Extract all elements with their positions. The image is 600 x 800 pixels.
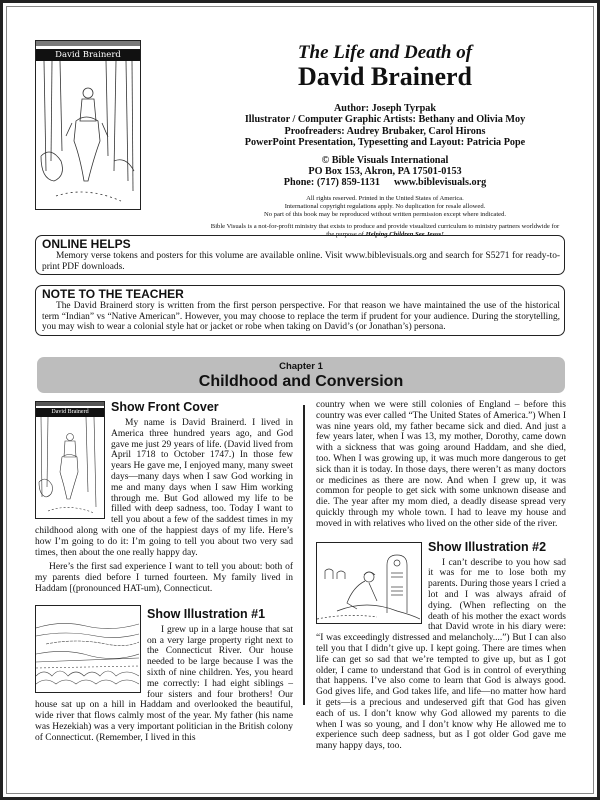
right-column xyxy=(316,400,566,752)
ministry-text: Bible Visuals is a not-for-profit ministry that exists to produce and provide visualized curriculum to ministry partners worldwide for the purpose of xyxy=(210,222,560,238)
thumbnail-title-band: David Brainerd xyxy=(36,408,104,417)
credits xyxy=(200,103,570,149)
cover-top-strip xyxy=(36,41,140,46)
rights-line: International copyright regulations apply. No duplication for resale allowed. xyxy=(284,202,486,210)
cover-title-band: David Brainerd xyxy=(36,49,140,61)
front-cover-thumbnail xyxy=(35,401,105,519)
left-column xyxy=(35,400,293,744)
column-divider xyxy=(303,405,305,705)
book-cover-image xyxy=(35,40,141,210)
online-helps-title: ONLINE HELPS xyxy=(42,237,131,251)
paragraph: I can’t describe to you how sad it was for me to lose both my parents. During those years I cried a lot and I was always afraid of dying. (When reflecting on the death of his mother the exact words that David wrote in his diary were: “I was exceedingly distressed and melancholy....”) But I can also tell you that I didn’t give up. I kept going. There are times when life can get so sad that we’re tempted to give up, but as I got older, I came to understand that God is in control of everything that happens. I’ve also come to learn that God is always good. God gives life, and God takes life, and life—no matter how hard it gets—is a precious and undeserved gift that God has given each of us. I don’t know why God allowed my parents to die when I was so young, and I don’t know why He allowed me to experience such deep sadness, but as I got older God gave me many happy days, too. xyxy=(316,557,566,752)
online-helps-box xyxy=(35,235,565,275)
online-helps-body: Memory verse tokens and posters for this volume are available online. Visit www.biblevisuals.org and search for S5271 for ready-to-print PDF downloads. xyxy=(42,251,560,272)
credit-proofreaders: Proofreaders: Audrey Brubaker, Carol Hirons xyxy=(284,125,486,137)
paragraph: My name is David Brainerd. I lived in America three hundred years ago, and God gave me just 29 years of life. (David lived from April 1718 to October 1747.) In those few years He gave me, I enjoyed many, many sweet days—many days when I saw God working in me and many days when I saw Him working through me. But God allowed my life to be filled with deep sadness, too. Today I want to tell you about a few of the saddest times in my childhood along with one of the happiest days of my life. Here’s how I’m going to do it: I’m going to tell you about two very sad times, then about the one really happy day. xyxy=(35,418,293,558)
paragraph: country when we were still colonies of England – before this country was ever called “The United States of America.”) When I was nine years old, my father became sick and died. And just a few years later, when I was 13, my mother, Dorothy, came down with a sickness that was going around Haddam, and she died, too. When I was growing up, it was much more dangerous to get sick than it is today. In those days, there weren’t as many doctors or medicines as there are now. And when I grew up, it was common for people to get sick with some unknown disease and die. The year after my mom died, a deadly disease spread very quickly through my whole town. I had to leave my house and moved in with relatives who lived on the other side of the river. xyxy=(316,400,566,529)
rider-on-horse-icon xyxy=(36,61,139,210)
section-heading-illustration-2: Show Illustration #2 xyxy=(428,539,547,554)
title-block xyxy=(200,42,570,239)
rights-line: All rights reserved. Printed in the United States of America. xyxy=(306,194,464,202)
ministry-slogan: Helping Children See Jesus! xyxy=(365,230,444,238)
chapter-title: Childhood and Conversion xyxy=(198,373,404,390)
chapter-header xyxy=(37,357,565,393)
book-subtitle: The Life and Death of xyxy=(297,42,473,63)
credit-layout: PowerPoint Presentation, Typesetting and Layout: Patricia Pope xyxy=(244,137,526,149)
illustration-2-image xyxy=(316,542,422,624)
paragraph: Here’s the first sad experience I want to tell you about: both of my parents died before I turned fourteen. My family lived in Haddam [(pronounced HAT-um), Connecticut. xyxy=(35,562,293,594)
girl-at-grave-icon xyxy=(317,543,420,622)
teacher-note-box xyxy=(35,285,565,336)
credit-illustrators: Illustrator / Computer Graphic Artists: Bethany and Olivia Moy xyxy=(244,114,526,126)
rights-line: No part of this book may be reproduced without written permission except where indicated. xyxy=(263,210,507,218)
book-title: David Brainerd xyxy=(297,62,473,91)
publisher-website-link[interactable]: www.biblevisuals.org xyxy=(393,177,487,189)
paragraph: I grew up in a large house that sat on a very large property right next to the Connecticut River. Our house needed to be large because I was the sixth of nine children. Yes, you heard me correctly: I had eight siblings – four sisters and four brothers! Our house sat up on a hill in Haddam and overlooked the beautiful, wide river that flows calmly most of the year. My father (his name was Hezekiah) was a very important politician in the British colony of Connecticut. (Remember, I lived in this xyxy=(35,624,293,743)
publisher-phone: Phone: (717) 859-1131 xyxy=(283,177,380,189)
publisher-info xyxy=(200,155,570,189)
teacher-note-title: NOTE TO THE TEACHER xyxy=(42,287,184,301)
river-landscape-icon xyxy=(36,606,139,691)
illustration-1-image xyxy=(35,605,141,693)
publisher-name: © Bible Visuals International xyxy=(321,154,449,166)
section-heading-illustration-1: Show Illustration #1 xyxy=(147,606,266,621)
publisher-address: PO Box 153, Akron, PA 17501-0153 xyxy=(308,166,462,178)
section-heading-front-cover: Show Front Cover xyxy=(111,400,219,414)
rights-notice xyxy=(200,195,570,219)
chapter-number: Chapter 1 xyxy=(279,361,323,372)
teacher-note-body: The David Brainerd story is written from the first person perspective. For that reason we have maintained the use of the historical term “Indian” vs “Native American”. However, you may choose to replace the term if prudent for your audience. During the storytelling, you may wish to wear a colonial style hat or jacket or robe when taking on David’s (or Jonathan’s) persona. xyxy=(42,301,560,333)
rider-on-horse-icon xyxy=(36,417,103,517)
credit-author: Author: Joseph Tyrpak xyxy=(333,103,437,114)
